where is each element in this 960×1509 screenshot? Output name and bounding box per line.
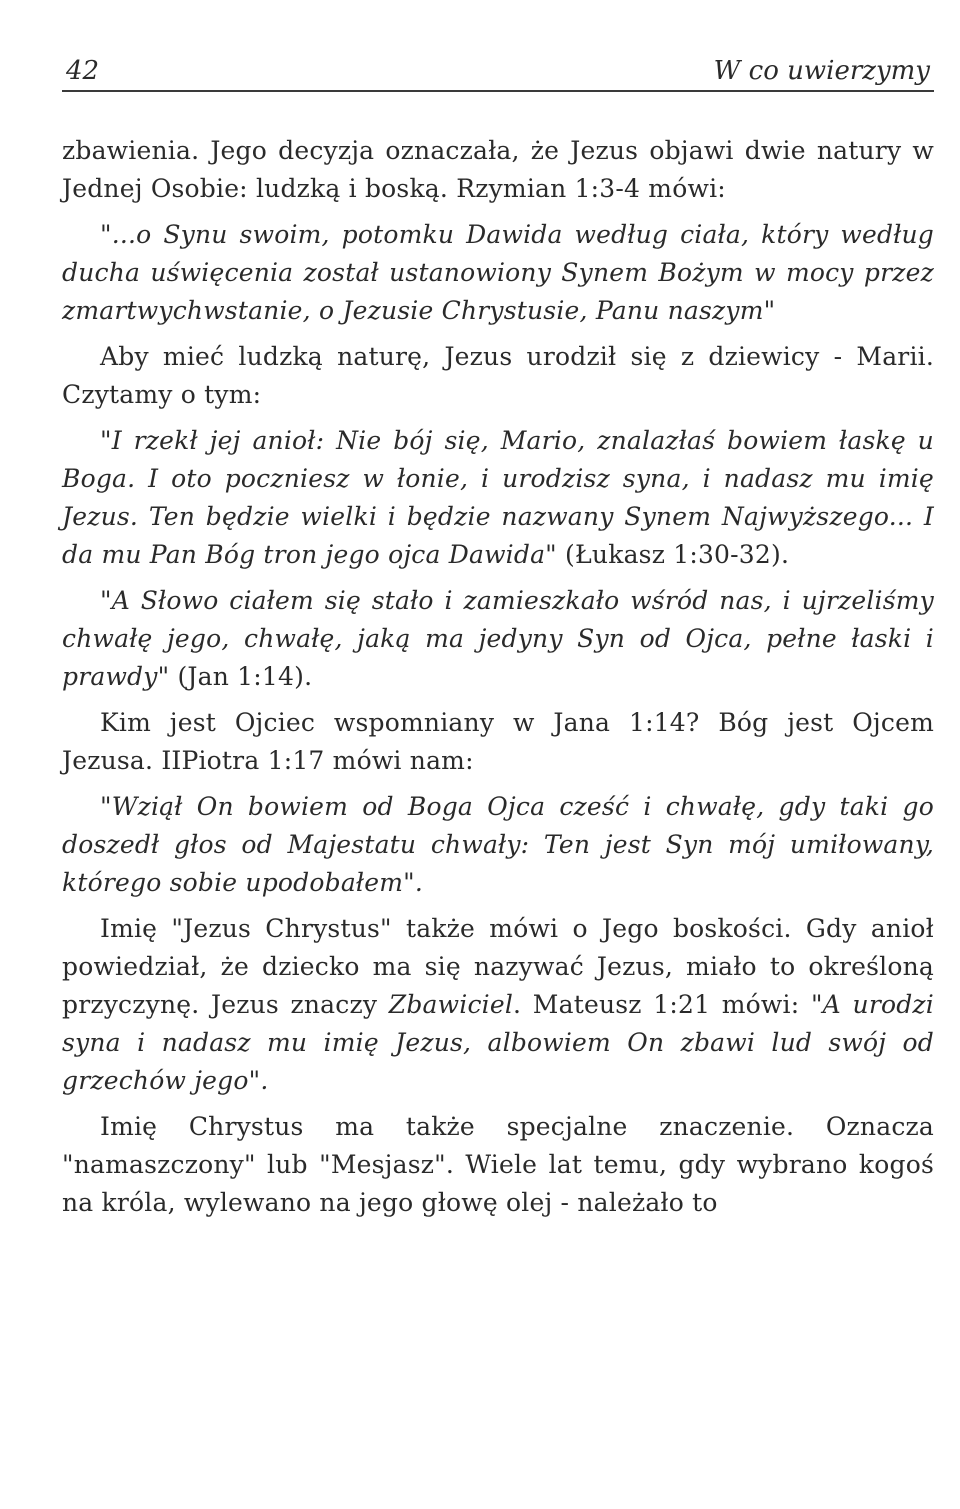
paragraph: Imię "Jezus Chrystus" także mówi o Jego boskości. Gdy anioł powiedział, że dziecko ma się nazywać Jezus, miało to określoną przyczynę. Jezus znaczy Zbawiciel. Mateusz 1:21 mówi: "A urodzi syna i nadasz mu imię Jezus, albowiem On zbawi lud swój od grzechów jego". [62,914,934,1095]
scripture-quote: "...o Synu swoim, potomku Dawida według ciała, który według ducha uświęcenia został ustanowiony Synem Bożym w mocy przez zmartwychwstanie, o Jezusie Chrystusie, Panu naszym" [62,220,934,325]
paragraph: Aby mieć ludzką naturę, Jezus urodził się z dziewicy - Marii. Czytamy o tym: [62,342,934,409]
running-title: W co uwierzymy [713,56,930,86]
scripture-quote: "A urodzi syna i nadasz mu imię Jezus, albowiem On zbawi lud swój od grzechów jego". [62,990,934,1095]
scripture-reference: (Łukasz 1:30-32). [556,540,790,569]
paragraph: Imię Chrystus ma także specjalne znaczenie. Oznacza "namaszczony" lub "Mesjasz". Wiele lat temu, gdy wybrano kogoś na króla, wylewano na jego głowę olej - należało to [62,1112,934,1217]
paragraph: zbawienia. Jego decyzja oznaczała, że Jezus objawi dwie natury w Jednej Osobie: ludzką i boską. Rzymian 1:3-4 mówi: [62,136,934,203]
page-body [62,132,934,1222]
scripture-quote: "Wziął On bowiem od Boga Ojca cześć i chwałę, gdy taki go doszedł głos od Majestatu chwały: Ten jest Syn mój umiłowany, którego sobie upodobałem". [62,792,934,897]
emphasis: Zbawiciel [388,990,514,1019]
scripture-quote: "I rzekł jej anioł: Nie bój się, Mario, znalazłaś bowiem łaskę u Boga. I oto poczniesz w łonie, i urodzisz syna, i nadasz mu imię Jezus. Ten będzie wielki i będzie nazwany Synem Najwyższego... I da mu Pan Bóg tron jego ojca Dawida" (Łukasz 1:30-32). [62,426,934,569]
page-header [62,38,934,92]
scripture-quote: "A Słowo ciałem się stało i zamieszkało wśród nas, i ujrzeliśmy chwałę jego, chwałę, jaką ma jedyny Syn od Ojca, pełne łaski i prawdy" (Jan 1:14). [62,586,934,691]
book-page [62,38,934,1478]
scripture-reference: (Jan 1:14). [169,662,313,691]
page-number: 42 [66,56,100,86]
paragraph: Kim jest Ojciec wspomniany w Jana 1:14? Bóg jest Ojcem Jezusa. IIPiotra 1:17 mówi nam: [62,708,934,775]
